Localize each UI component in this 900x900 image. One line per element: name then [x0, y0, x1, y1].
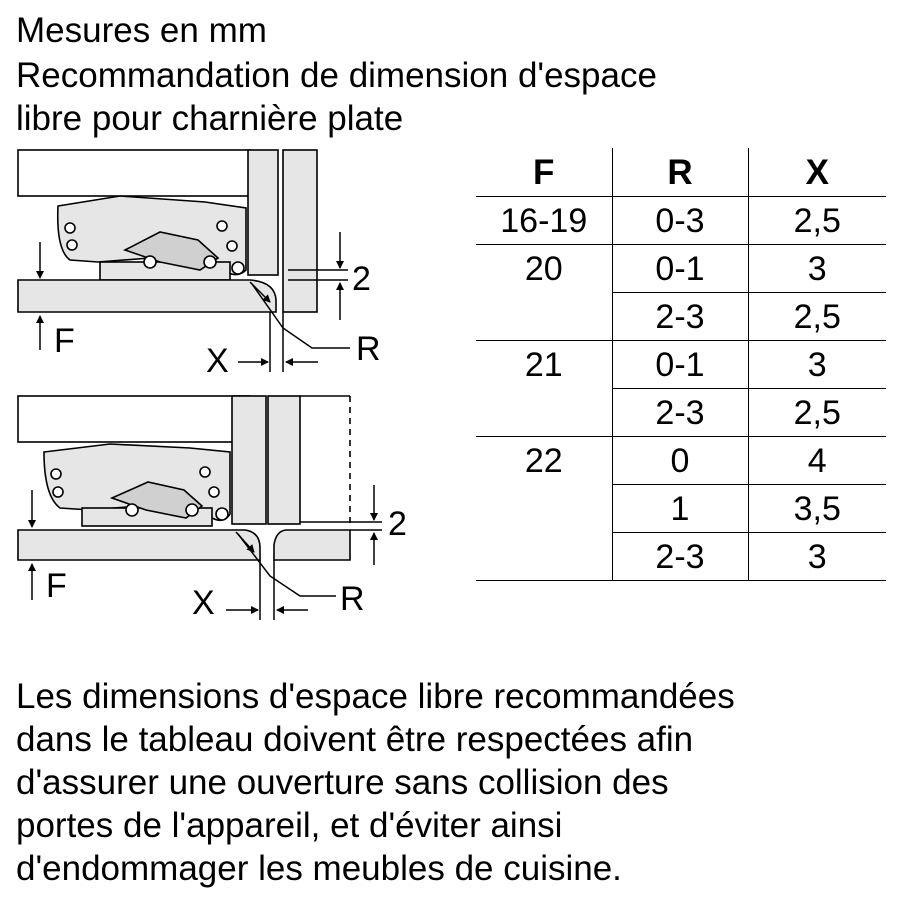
cell-r: 2-3: [612, 533, 748, 581]
top-cabinet-panel: [18, 150, 250, 196]
bottom-f-label: F: [46, 567, 67, 605]
note-line-3: d'assurer une ouverture sans collision des: [16, 763, 669, 802]
cell-f: [476, 485, 612, 533]
cell-r: 0-3: [612, 197, 748, 245]
cell-r: 0-1: [612, 245, 748, 293]
top-gap-label: 2: [352, 260, 371, 298]
bottom-r-label: R: [340, 580, 365, 618]
table-row: [476, 533, 886, 581]
bottom-door-edge: [268, 396, 300, 524]
cell-f: [476, 389, 612, 437]
cell-x: 2,5: [748, 197, 886, 245]
top-side-wall: [248, 150, 278, 275]
clearance-table: [476, 148, 886, 581]
header-x: X: [748, 148, 886, 197]
cell-f: 22: [524, 441, 563, 480]
cell-x: 2,5: [748, 293, 886, 341]
table-row: [476, 197, 886, 245]
note-line-4: portes de l'appareil, et d'éviter ainsi: [16, 806, 563, 845]
table-row: [476, 341, 886, 389]
cell-x: 3: [748, 341, 886, 389]
title-flat-hinge: libre pour charnière plate: [16, 99, 404, 138]
table-header-row: [476, 148, 886, 197]
note-line-5: d'endommager les meubles de cuisine.: [16, 849, 622, 888]
bottom-x-label: X: [192, 584, 215, 622]
top-f-label: F: [54, 322, 75, 360]
cell-x: 3: [748, 533, 886, 581]
cell-x: 3: [748, 245, 886, 293]
cell-f: 21: [524, 345, 563, 384]
top-cabinet-side: [18, 280, 276, 312]
cell-r: 0: [612, 437, 748, 485]
title-measure-unit: Mesures en mm: [16, 11, 267, 50]
cell-f: [476, 533, 612, 581]
table-row: [476, 293, 886, 341]
cell-f: [476, 293, 612, 341]
bottom-side-wall: [232, 396, 266, 524]
title-recommendation: Recommandation de dimension d'espace: [16, 56, 657, 95]
bottom-cabinet-panel: [18, 396, 250, 442]
cell-x: 4: [748, 437, 886, 485]
note-line-2: dans le tableau doivent être respectées afin: [16, 720, 694, 759]
header-r: R: [612, 148, 748, 197]
cell-f: 20: [524, 249, 563, 288]
top-r-label: R: [356, 330, 381, 368]
top-x-label: X: [206, 342, 229, 380]
table-row: [476, 437, 886, 485]
top-door-edge: [283, 150, 317, 312]
cell-x: 2,5: [748, 389, 886, 437]
cell-x: 3,5: [748, 485, 886, 533]
table-row: [476, 485, 886, 533]
header-f: F: [476, 148, 612, 197]
bottom-door-side: [274, 530, 350, 560]
note-line-1: Les dimensions d'espace libre recommandées: [16, 677, 735, 716]
cell-r: 1: [612, 485, 748, 533]
cell-r: 2-3: [612, 293, 748, 341]
table-row: [476, 245, 886, 293]
bottom-hinge-diagram: [18, 396, 350, 560]
cell-r: 0-1: [612, 341, 748, 389]
cell-r: 2-3: [612, 389, 748, 437]
bottom-gap-label: 2: [388, 505, 407, 543]
cell-f: 16-19: [476, 197, 612, 245]
top-hinge-diagram: [18, 150, 317, 312]
table-row: [476, 389, 886, 437]
bottom-cabinet-side: [18, 530, 260, 560]
